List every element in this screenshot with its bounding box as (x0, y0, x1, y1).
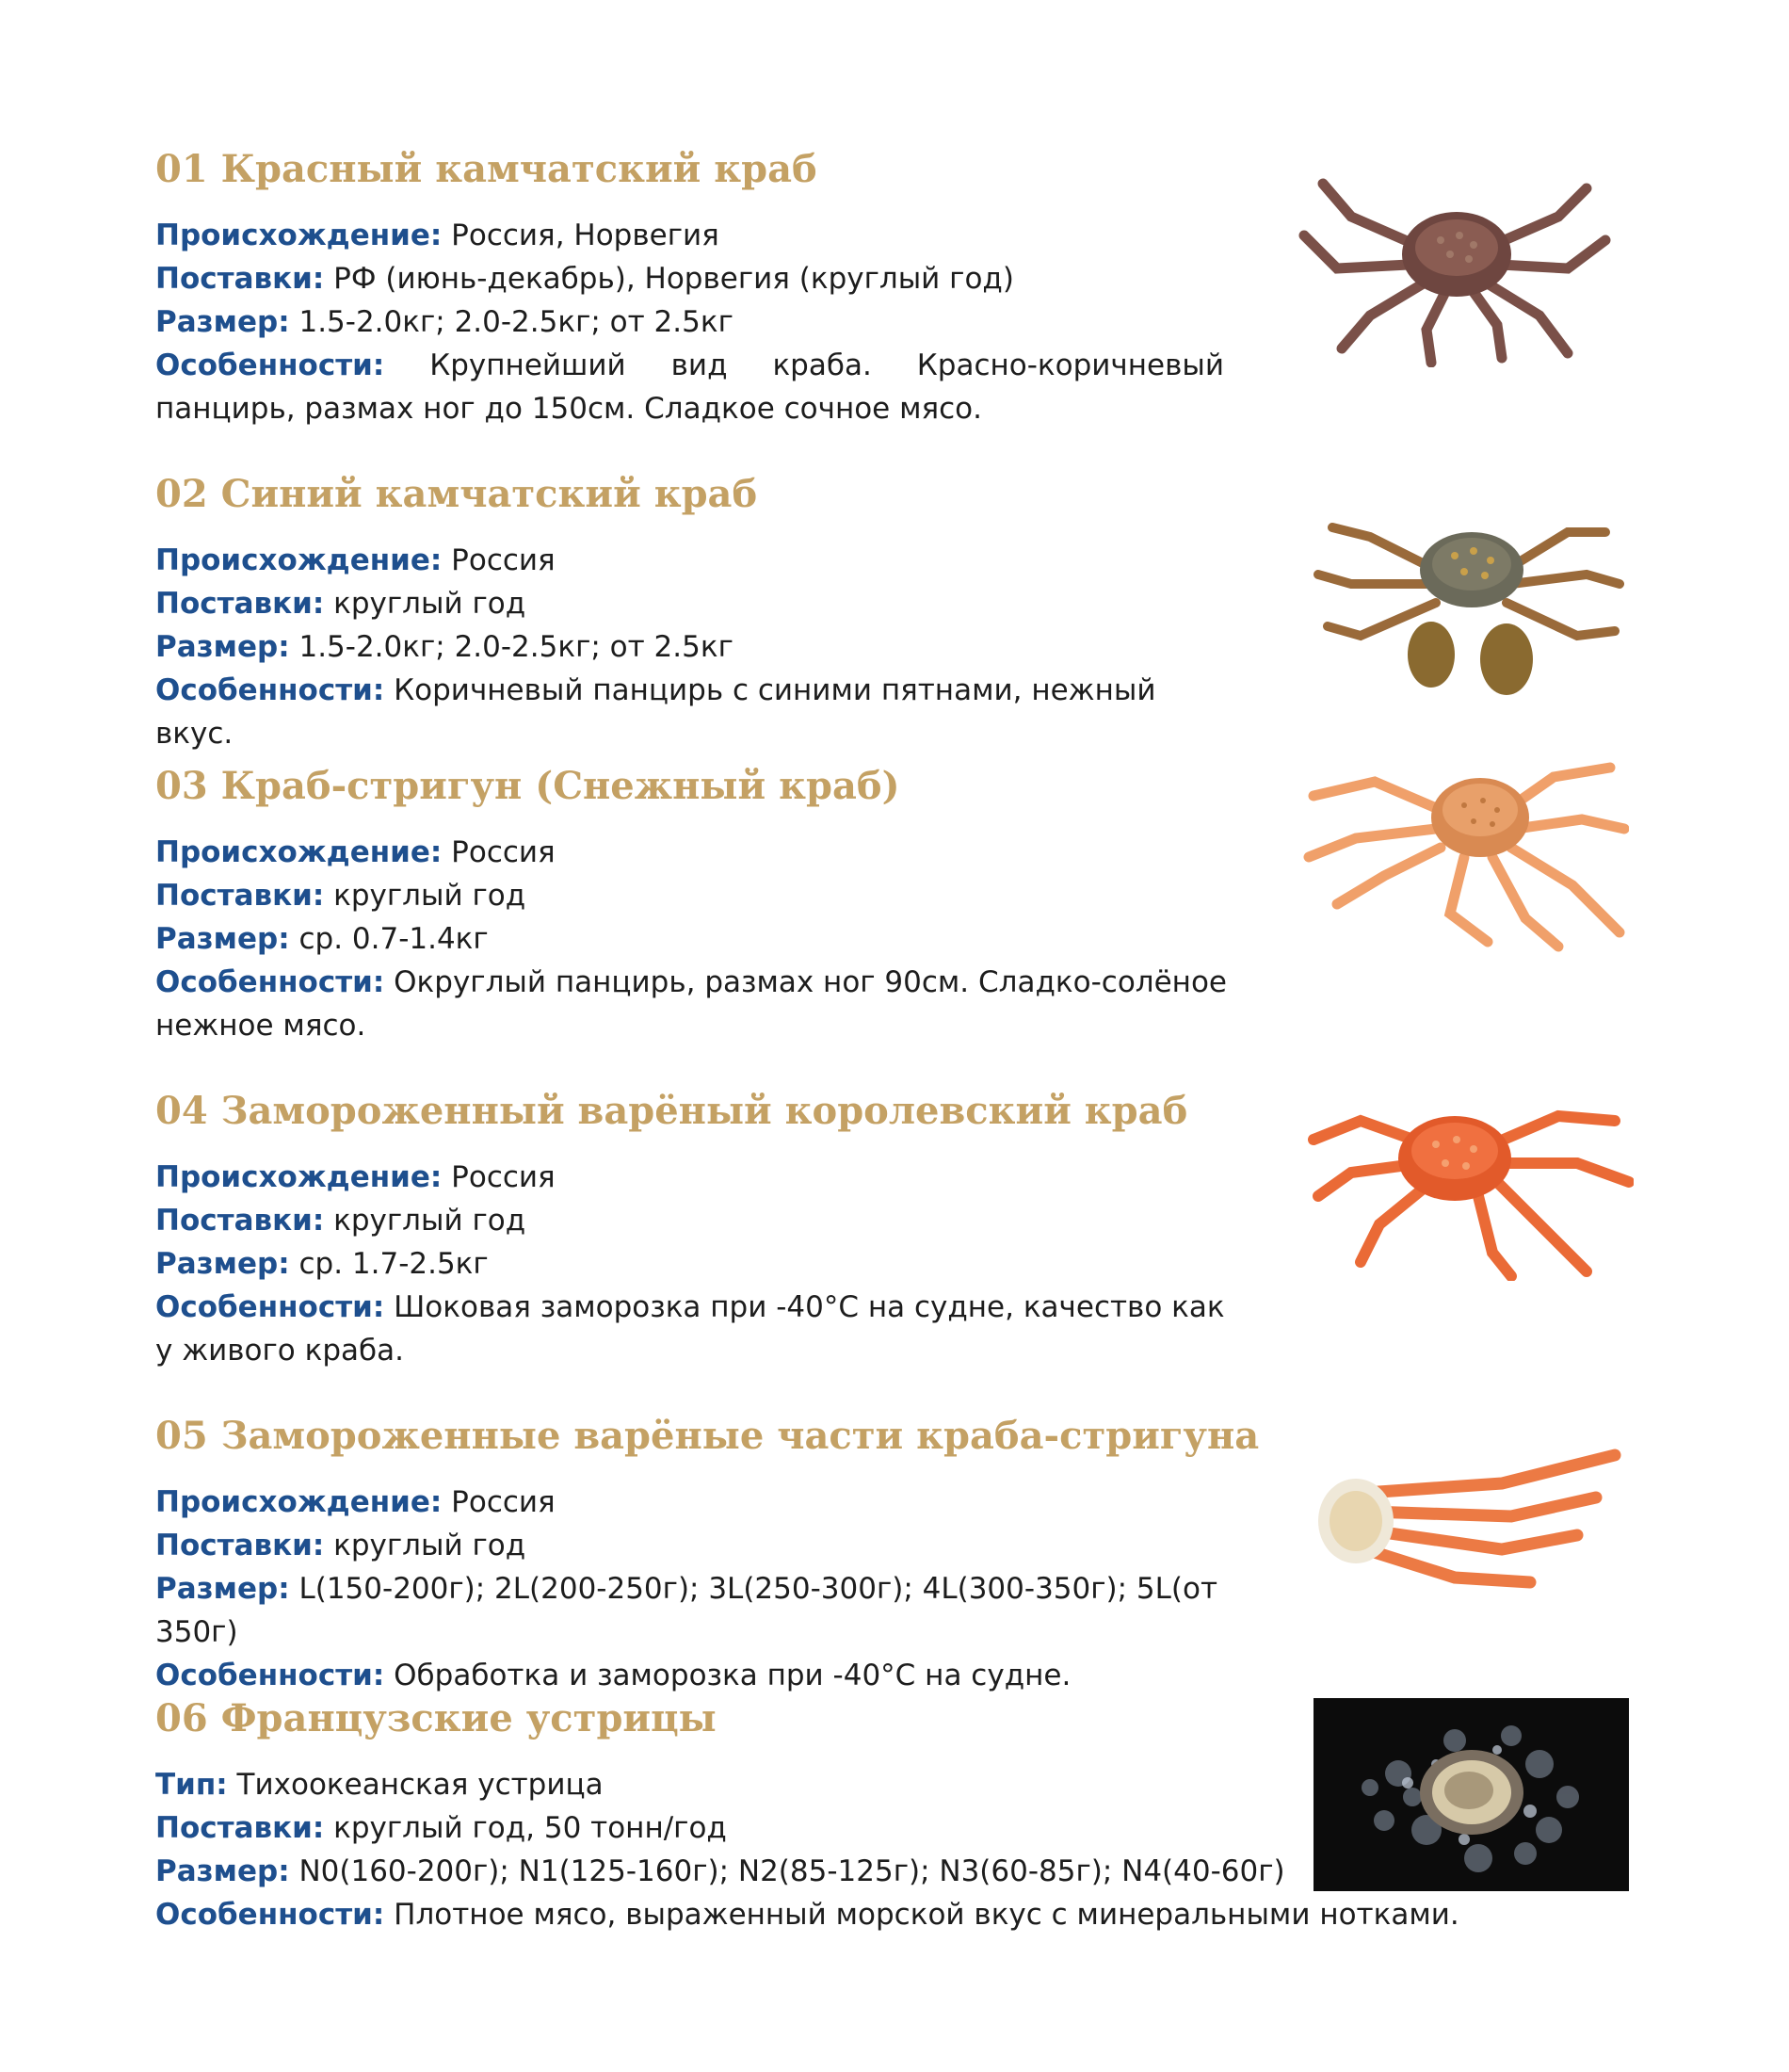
field-origin: Происхождение: Россия (155, 1160, 556, 1194)
field-origin: Происхождение: Россия (155, 835, 556, 869)
field-type: Тип: Тихоокеанская устрица (155, 1768, 604, 1802)
field-supply: Поставки: круглый год (155, 879, 526, 913)
field-origin: Происхождение: Россия (155, 543, 556, 577)
field-size: Размер: 1.5-2.0кг; 2.0-2.5кг; от 2.5кг (155, 630, 733, 664)
product-fields (155, 831, 1238, 1047)
field-features: Особенности: Шоковая заморозка при -40°С на судне, качество как у живого краба. (155, 1290, 1225, 1368)
field-features: Особенности: Округлый панцирь, размах ног 90см. Сладко-солёное нежное мясо. (155, 965, 1227, 1043)
product-fields (155, 539, 1238, 755)
oyster-on-ice-photo (1314, 1698, 1629, 1891)
field-size: Размер: N0(160-200г); N1(125-160г); N2(85-125г); N3(60-85г); N4(40-60г) (155, 1854, 1285, 1888)
field-features: Особенности: Обработка и заморозка при -40°С на судне. (155, 1659, 1072, 1692)
product-title: 02 Синий камчатский краб (155, 472, 758, 516)
field-supply: Поставки: круглый год (155, 1529, 526, 1562)
snow-crab-legs-photo (1314, 1446, 1629, 1592)
product-title: 01 Красный камчатский краб (155, 147, 817, 191)
product-title: 03 Краб-стригун (Снежный краб) (155, 764, 900, 808)
product-fields (155, 1156, 1238, 1372)
field-features: Особенности: Коричневый панцирь с синими пятнами, нежный вкус. (155, 673, 1156, 751)
field-size: Размер: ср. 0.7-1.4кг (155, 922, 489, 956)
blue-king-crab-photo (1304, 494, 1629, 697)
field-size: Размер: L(150-200г); 2L(200-250г); 3L(250-300г); 4L(300-350г); 5L(от 350г) (155, 1572, 1218, 1649)
field-supply: Поставки: круглый год (155, 587, 526, 621)
field-features: Особенности: Плотное мясо, выраженный морской вкус с минеральными нотками. (155, 1898, 1459, 1932)
product-title: 04 Замороженный варёный королевский краб (155, 1089, 1188, 1133)
field-features: Особенности: Крупнейший вид краба. Красно-коричневый панцирь, размах ног до 150см. Сладкое сочное мясо. (155, 348, 1224, 426)
field-supply: Поставки: РФ (июнь-декабрь), Норвегия (круглый год) (155, 262, 1014, 296)
product-title: 05 Замороженные варёные части краба-стригуна (155, 1414, 1260, 1458)
red-king-crab-photo (1285, 165, 1624, 367)
snow-crab-photo (1299, 753, 1629, 956)
field-supply: Поставки: круглый год, 50 тонн/год (155, 1811, 727, 1845)
product-title: 06 Французские устрицы (155, 1696, 717, 1740)
product-fields (155, 1481, 1238, 1697)
field-supply: Поставки: круглый год (155, 1204, 526, 1238)
field-origin: Происхождение: Россия (155, 1485, 556, 1519)
field-size: Размер: 1.5-2.0кг; 2.0-2.5кг; от 2.5кг (155, 305, 733, 339)
field-size: Размер: ср. 1.7-2.5кг (155, 1247, 489, 1281)
cooked-king-crab-photo (1304, 1093, 1634, 1281)
product-fields (155, 214, 1238, 430)
field-origin: Происхождение: Россия, Норвегия (155, 219, 719, 252)
